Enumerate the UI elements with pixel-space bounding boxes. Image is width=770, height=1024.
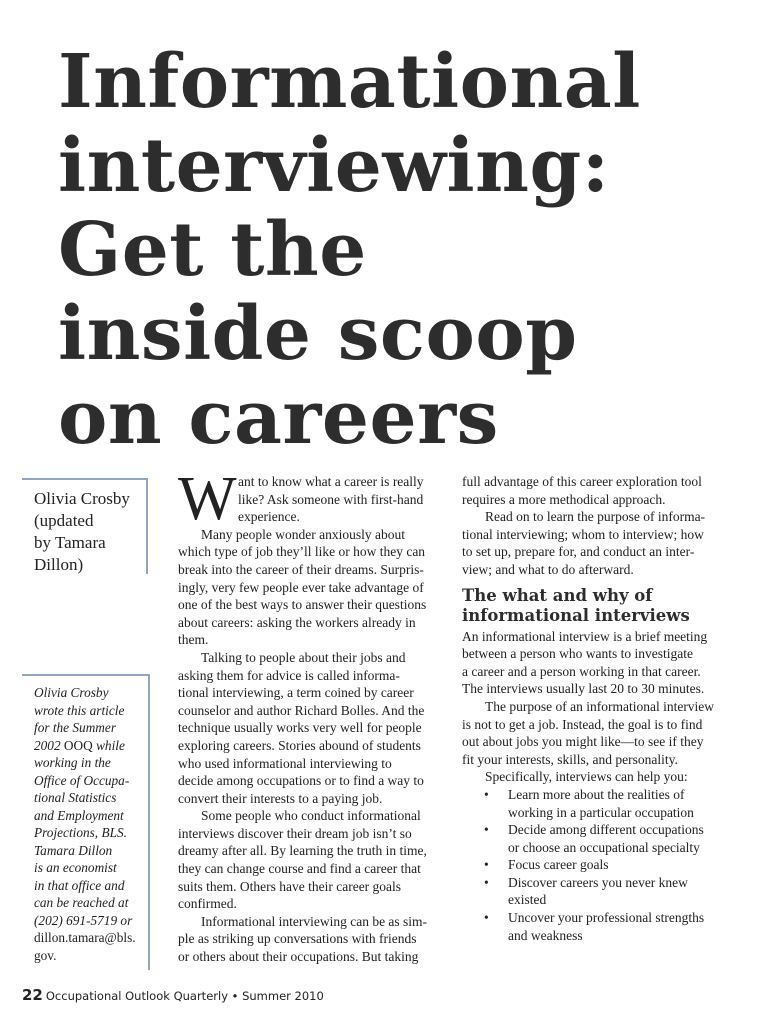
bio-line: Olivia Crosby: [34, 685, 109, 700]
text-line: suits them. Others have their career goals: [178, 878, 402, 894]
text-line: full advantage of this career exploration tool: [462, 474, 702, 489]
list-item-text: or choose an occupational specialty: [508, 839, 700, 855]
byline-line: Dillon): [34, 555, 84, 574]
text-line: exploring careers. Stories abound of students: [178, 737, 421, 753]
bio-line: is an economist: [34, 860, 117, 875]
paragraph: [178, 913, 440, 966]
bio-line: in that office and: [34, 877, 125, 893]
text-line: Informational interviewing can be as sim-: [201, 913, 428, 929]
bio-line: Tamara Dillon: [34, 842, 113, 858]
text-line: Specifically, interviews can help you:: [485, 769, 688, 785]
bio-line: for the Summer: [34, 720, 116, 735]
text-line: ingly, very few people ever take advantage of: [178, 579, 424, 595]
paragraph: [462, 628, 732, 698]
bullet-icon: •: [484, 910, 489, 926]
title-line: Get the: [58, 207, 367, 293]
text-line: like? Ask someone with first-hand: [238, 491, 424, 507]
byline-line: (updated: [34, 511, 94, 530]
bio-year: 2002: [34, 737, 61, 753]
text-line: who used informational interviewing to: [178, 755, 392, 771]
text-line: confirmed.: [178, 896, 237, 912]
page-number: 22: [22, 986, 43, 1004]
bullet-list: [462, 786, 732, 944]
list-item: [462, 786, 732, 804]
bio-email-line[interactable]: dillon.tamara@bls.: [34, 930, 136, 945]
drop-cap: W: [178, 465, 237, 533]
column-2: [462, 473, 732, 944]
bio-line: and Employment: [34, 807, 124, 823]
column-1: [178, 473, 440, 966]
heading-line: The what and why of: [462, 585, 653, 605]
text-line: which type of job they’ll like or how they can: [178, 544, 426, 560]
bio-while: while: [96, 737, 125, 753]
paragraph: [178, 807, 440, 913]
bio-line: (202) 691-5719 or: [34, 912, 133, 928]
text-line: Some people who conduct informational: [201, 808, 421, 824]
bio-line: working in the: [34, 755, 111, 770]
bio-line: tional Statistics: [34, 790, 117, 805]
title-line: interviewing:: [58, 123, 610, 209]
paragraph: [462, 768, 732, 786]
bio-line: can be reached at: [34, 895, 129, 910]
bio-publication: OOQ: [63, 737, 93, 753]
text-line: ant to know what a career is really: [238, 474, 424, 489]
text-line: Read on to learn the purpose of informa-: [485, 509, 706, 525]
text-line: decide among occupations or to find a way to: [178, 773, 424, 789]
text-line: is not to get a job. Instead, the goal is to find: [462, 716, 703, 732]
text-line: tional interviewing, a term coined by career: [178, 685, 414, 701]
paragraph: [462, 698, 732, 768]
text-line: break into the career of their dreams. Surpris-: [178, 561, 424, 577]
page-footer: [22, 986, 324, 1004]
text-line: An informational interview is a brief meeting: [462, 628, 708, 644]
bio-line: [34, 737, 148, 755]
text-line: Talking to people about their jobs and: [201, 649, 406, 665]
text-line: interviews discover their dream job isn’t so: [178, 825, 412, 841]
section-heading: [462, 586, 732, 626]
byline-line: Olivia Crosby: [34, 489, 130, 508]
list-item-text: and weakness: [508, 927, 583, 943]
bio-email-line[interactable]: gov.: [34, 947, 57, 963]
list-item-text: Discover careers you never knew: [508, 874, 688, 890]
text-line: they can change course and find a career that: [178, 861, 421, 877]
list-item-text: existed: [508, 892, 547, 908]
byline-box: [22, 478, 148, 574]
heading-line: informational interviews: [462, 605, 690, 625]
text-line: them.: [178, 632, 209, 648]
bullet-icon: •: [484, 874, 489, 890]
list-item-text: Learn more about the realities of: [508, 786, 685, 802]
article-title: [58, 40, 748, 460]
text-line: tional interviewing; whom to interview; how: [462, 526, 704, 542]
text-line: dreamy after all. By learning the truth in time,: [178, 843, 427, 859]
footer-text: Occupational Outlook Quarterly • Summer 2010: [45, 989, 324, 1003]
text-line: out about jobs you might like—to see if they: [462, 734, 704, 750]
text-line: technique usually works very well for people: [178, 720, 422, 736]
bio-line: Projections, BLS.: [34, 825, 127, 840]
bullet-icon: •: [484, 786, 489, 802]
text-line: counselor and author Richard Bolles. And the: [178, 702, 425, 718]
list-item-text: Focus career goals: [508, 857, 609, 873]
title-line: Informational: [58, 39, 641, 125]
text-line: The purpose of an informational interview: [485, 698, 715, 714]
text-line: fit your interests, skills, and personality.: [462, 751, 678, 767]
text-line: one of the best ways to answer their questions: [178, 597, 427, 613]
bullet-icon: •: [484, 857, 489, 873]
list-item-text: Uncover your professional strengths: [508, 910, 705, 926]
paragraph: [462, 473, 732, 508]
text-line: ple as striking up conversations with friends: [178, 931, 417, 947]
text-line: asking them for advice is called informa-: [178, 667, 400, 683]
title-line: on careers: [58, 375, 499, 461]
text-line: between a person who wants to investigate: [462, 646, 693, 662]
text-line: requires a more methodical approach.: [462, 491, 666, 507]
bio-line: wrote this article: [34, 702, 125, 718]
paragraph: [178, 649, 440, 807]
list-item: [462, 856, 732, 874]
text-line: view; and what to do afterward.: [462, 561, 634, 577]
list-item-text: Decide among different occupations: [508, 822, 704, 838]
list-item: [462, 909, 732, 927]
text-line: or others about their occupations. But taking: [178, 949, 419, 965]
text-line: a career and a person working in that career.: [462, 663, 701, 679]
text-line: The interviews usually last 20 to 30 minutes.: [462, 681, 705, 697]
list-item-text: working in a particular occupation: [508, 804, 694, 820]
bullet-icon: •: [484, 822, 489, 838]
paragraph: [462, 508, 732, 578]
title-line: inside scoop: [58, 291, 578, 377]
list-item: [462, 874, 732, 892]
text-line: convert their interests to a paying job.: [178, 790, 383, 806]
text-line: to set up, prepare for, and conduct an inter-: [462, 544, 695, 560]
text-line: experience.: [238, 509, 300, 525]
drop-cap-paragraph: [178, 473, 440, 526]
list-item: [462, 821, 732, 839]
paragraph: [178, 526, 440, 649]
bio-line: Office of Occupa-: [34, 772, 130, 788]
author-bio-box: [22, 674, 150, 970]
text-line: about careers: asking the workers already in: [178, 614, 416, 630]
byline-line: by Tamara: [34, 533, 106, 552]
text-line: Many people wonder anxiously about: [201, 526, 405, 542]
